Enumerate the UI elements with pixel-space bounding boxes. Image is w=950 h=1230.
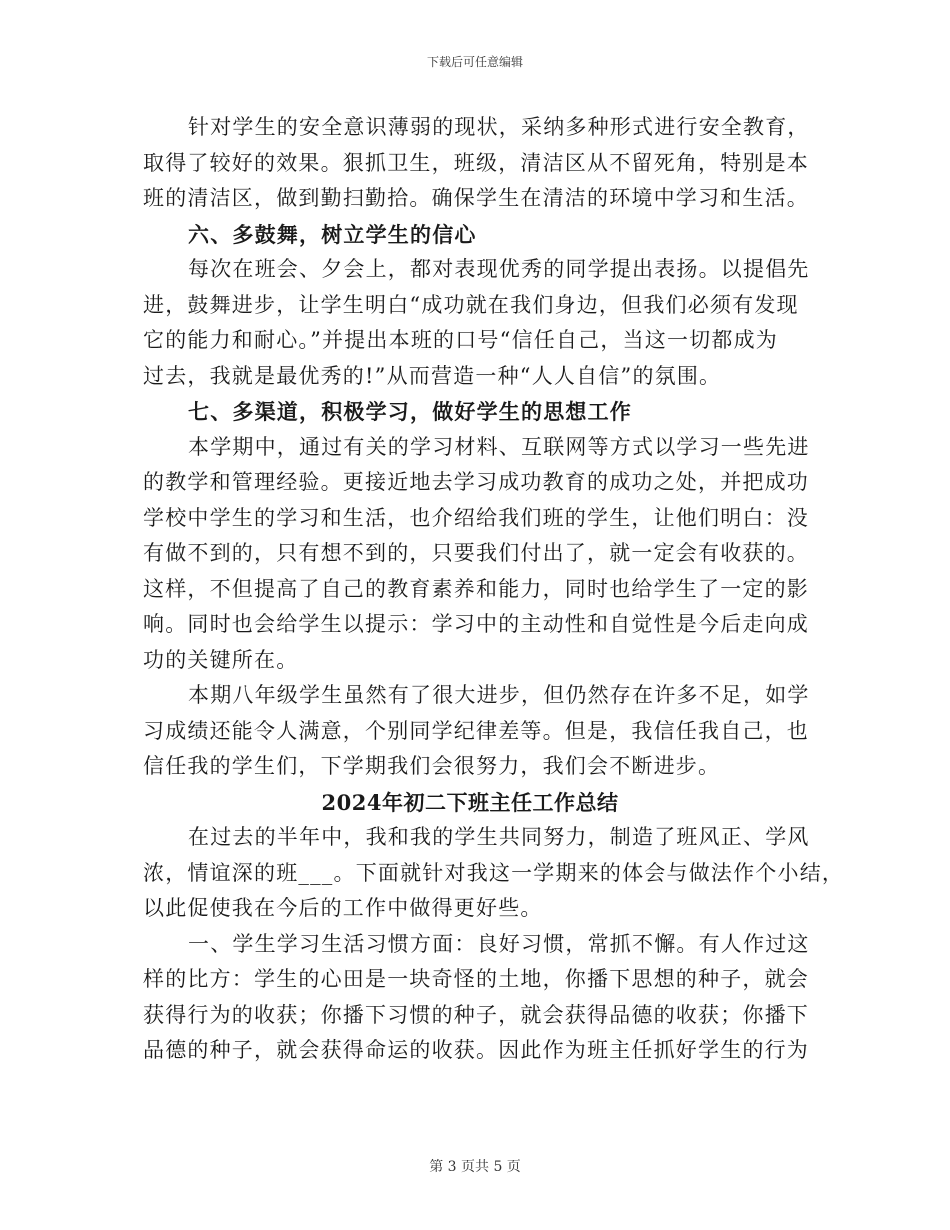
text-line: 功的关键所在。 xyxy=(143,647,299,672)
document-title: 2024年初二下班主任工作总结 xyxy=(321,789,619,815)
text-line: 在过去的半年中，我和我的学生共同努力，制造了班风正、学风 xyxy=(188,825,810,849)
text-line: 学校中学生的学习和生活，也介绍给我们班的学生，让他们明白：没 xyxy=(143,505,809,530)
text-line: 浓，情谊深的班___。下面就针对我这一学期来的体会与做法作个小结， xyxy=(143,860,845,885)
paragraph-encourage xyxy=(143,252,810,394)
text-line: 品德的种子，就会获得命运的收获。因此作为班主任抓好学生的行为 xyxy=(143,1038,809,1062)
paragraph-intro xyxy=(143,820,845,927)
text-line: 样的比方：学生的心田是一块奇怪的土地，你播下思想的种子，就会 xyxy=(143,967,809,991)
paragraph-progress xyxy=(143,678,810,785)
section-heading-6: 六、多鼓舞，树立学生的信心 xyxy=(188,221,477,247)
page-header: 下载后可任意编辑 xyxy=(426,55,523,69)
text-line: 本学期中，通过有关的学习材料、互联网等方式以学习一些先进 xyxy=(188,434,810,459)
text-line: 它的能力和耐心。”并提出本班的口号“信任自己，当这一切都成为 xyxy=(143,328,778,352)
text-line: 针对学生的安全意识薄弱的现状，采纳多种形式进行安全教育， xyxy=(188,115,810,139)
text-line: 有做不到的，只有想不到的，只要我们付出了，就一定会有收获的。 xyxy=(143,541,809,565)
document-body xyxy=(143,110,845,1069)
text-line: 响。同时也会给学生以提示：学习中的主动性和自觉性是今后走向成 xyxy=(143,612,809,636)
text-line: 进，鼓舞进步，让学生明白“成功就在我们身边，但我们必须有发现 xyxy=(143,292,799,317)
text-line: 信任我的学生们，下学期我们会很努力，我们会不断进步。 xyxy=(143,754,721,778)
text-line: 获得行为的收获；你播下习惯的种子，就会获得品德的收获；你播下 xyxy=(143,1002,809,1027)
paragraph-learning xyxy=(143,430,810,679)
text-line: 以此促使我在今后的工作中做得更好些。 xyxy=(143,896,543,920)
text-line: 的教学和管理经验。更接近地去学习成功教育的成功之处，并把成功 xyxy=(143,470,809,494)
text-line: 取得了较好的效果。狠抓卫生，班级，清洁区从不留死角，特别是本 xyxy=(143,150,809,175)
text-line: 这样，不但提高了自己的教育素养和能力，同时也给学生了一定的影 xyxy=(143,576,809,601)
text-line: 习成绩还能令人满意，个别同学纪律差等。但是，我信任我自己，也 xyxy=(143,718,809,743)
text-line: 每次在班会、夕会上，都对表现优秀的同学提出表扬。以提倡先 xyxy=(188,257,810,281)
section-heading-7: 七、多渠道，积极学习，做好学生的思想工作 xyxy=(188,399,632,424)
text-line: 过去，我就是最优秀的!”从而营造一种“人人自信”的氛围。 xyxy=(143,363,722,388)
text-line: 班的清洁区，做到勤扫勤拾。确保学生在清洁的环境中学习和生活。 xyxy=(143,186,809,210)
paragraph-habits xyxy=(143,927,810,1069)
text-line: 本期八年级学生虽然有了很大进步，但仍然存在许多不足，如学 xyxy=(188,683,810,707)
paragraph-safety xyxy=(143,110,810,217)
text-line: 一、学生学习生活习惯方面：良好习惯，常抓不懈。有人作过这 xyxy=(188,931,810,956)
page-footer: 第 3 页共 5 页 xyxy=(429,1159,521,1175)
